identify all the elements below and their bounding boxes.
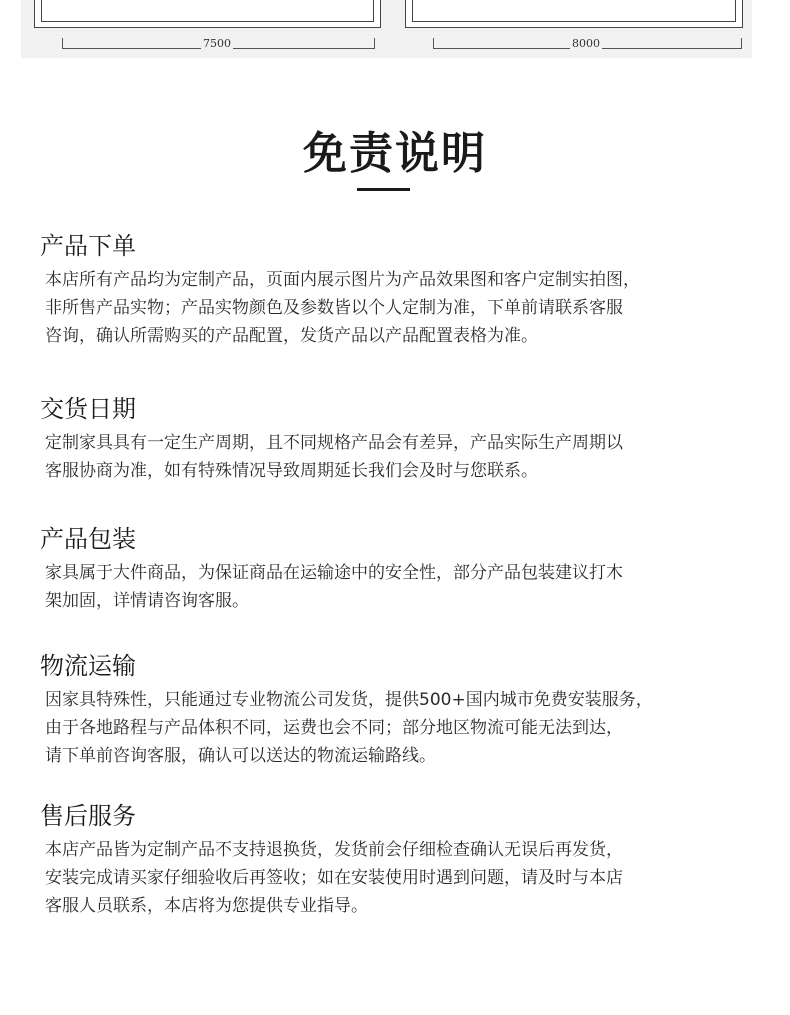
section-heading: 售后服务 [40,802,136,830]
section-delivery [40,393,760,485]
section-body: 因家具特殊性，只能通过专业物流公司发货，提供500+国内城市免费安装服务， 由于各地路程与产品体积不同，运费也会不同；部分地区物流可能无法到达， 请下单前咨询客服，确认可以送达的物流运输路线。 [45,690,653,766]
section-packaging [40,523,760,615]
section-body: 定制家具具有一定生产周期，且不同规格产品会有差异，产品实际生产周期以 客服协商为准，如有特殊情况导致周期延长我们会及时与您联系。 [45,433,623,481]
section-logistics [40,650,760,770]
section-heading: 交货日期 [40,395,136,423]
dimension-label-right: 8000 [572,37,600,50]
cabinet-frame-left [34,0,381,28]
dimension-label-left: 7500 [203,37,231,50]
section-body: 本店产品皆为定制产品不支持退换货，发货前会仔细检查确认无误后再发货， 安装完成请买家仔细验收后再签收；如在安装使用时遇到问题，请及时与本店 客服人员联系，本店将为您提供专业指导。 [45,840,623,916]
page-title: 免责说明 [303,128,487,179]
cabinet-frame-right [405,0,743,28]
section-body: 家具属于大件商品，为保证商品在运输途中的安全性，部分产品包装建议打木 架加固，详情请咨询客服。 [45,563,623,611]
section-after-sales [40,800,760,920]
section-heading: 产品包装 [40,525,136,553]
section-order [40,230,760,350]
dimension-drawing [21,0,752,58]
section-heading: 物流运输 [40,652,136,680]
title-underline [357,188,410,191]
section-heading: 产品下单 [40,232,136,260]
section-body: 本店所有产品均为定制产品，页面内展示图片为产品效果图和客户定制实拍图， 非所售产品实物；产品实物颜色及参数皆以个人定制为准，下单前请联系客服 咨询，确认所需购买的产品配置，发货产品以产品配置表格为准。 [45,270,640,346]
